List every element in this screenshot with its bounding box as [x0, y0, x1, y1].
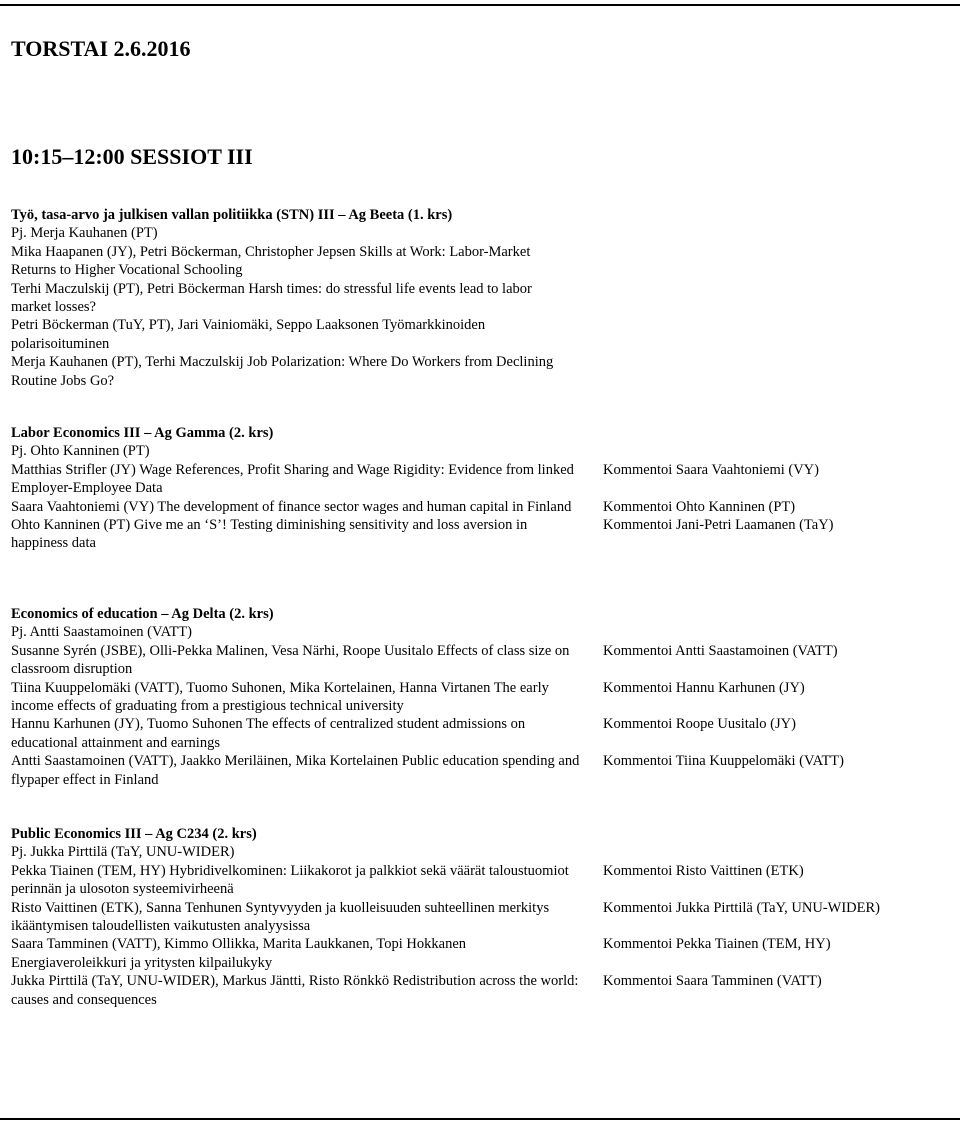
- section-labor-economics: [11, 424, 949, 553]
- section-work-equality: [11, 206, 949, 390]
- section-title: Labor Economics III – Ag Gamma (2. krs): [11, 425, 274, 441]
- comment-item: Kommentoi Antti Saastamoinen (VATT): [603, 642, 838, 659]
- paper-item: Matthias Strifler (JY) Wage References, Profit Sharing and Wage Rigidity: Evidence from linked Employer-Employee Data: [11, 461, 574, 497]
- section-chair: Pj. Ohto Kanninen (PT): [11, 443, 150, 460]
- comment-item: Kommentoi Saara Tamminen (VATT): [603, 973, 822, 990]
- comment-item: Kommentoi Jukka Pirttilä (TaY, UNU-WIDER): [603, 899, 880, 916]
- comment-item: Kommentoi Jani-Petri Laamanen (TaY): [603, 517, 834, 534]
- paper-item: Saara Vaahtoniemi (VY) The development of finance sector wages and human capital in Finland: [11, 498, 572, 515]
- paper-item: Ohto Kanninen (PT) Give me an ‘S’! Testing diminishing sensitivity and loss aversion in happiness data: [11, 517, 528, 552]
- top-rule: [0, 4, 960, 6]
- section-chair: Pj. Merja Kauhanen (PT): [11, 225, 158, 242]
- section-economics-of-education: [11, 605, 949, 789]
- paper-item: Antti Saastamoinen (VATT), Jaakko Meriläinen, Mika Kortelainen Public education spending and flypaper effect in Finland: [11, 753, 580, 788]
- paper-row: [11, 715, 949, 752]
- comment-item: Kommentoi Risto Vaittinen (ETK): [603, 862, 804, 879]
- comment-item: Kommentoi Ohto Kanninen (PT): [603, 498, 796, 515]
- paper-row: [11, 862, 949, 899]
- paper-row: [11, 752, 949, 789]
- paper-item: Mika Haapanen (JY), Petri Böckerman, Christopher Jepsen Skills at Work: Labor-Market Returns to Higher Vocational Schooling: [11, 243, 531, 279]
- session-title: 10:15–12:00 SESSIOT III: [11, 144, 253, 169]
- paper-item: Hannu Karhunen (JY), Tuomo Suhonen The effects of centralized student admissions on educational attainment and earnings: [11, 716, 526, 751]
- paper-item: Saara Tamminen (VATT), Kimmo Ollikka, Marita Laukkanen, Topi Hokkanen Energiaveroleikkuri ja yritysten kilpailukyky: [11, 936, 467, 971]
- section-title: Economics of education – Ag Delta (2. krs): [11, 606, 274, 622]
- page-date-title: TORSTAI 2.6.2016: [11, 36, 191, 61]
- paper-item: Risto Vaittinen (ETK), Sanna Tenhunen Syntyvyyden ja kuolleisuuden suhteellinen merkitys ikääntymisen taloudellisten vaikutusten analyysissa: [11, 899, 550, 935]
- paper-item: Jukka Pirttilä (TaY, UNU-WIDER), Markus Jäntti, Risto Rönkkö Redistribution across the world: causes and consequences: [11, 973, 579, 1008]
- paper-row: [11, 679, 949, 716]
- paper-item: Susanne Syrén (JSBE), Olli-Pekka Malinen, Vesa Närhi, Roope Uusitalo Effects of class size on classroom disruption: [11, 642, 570, 678]
- comment-item: Kommentoi Saara Vaahtoniemi (VY): [603, 461, 819, 478]
- paper-row: [11, 516, 949, 553]
- paper-row: [11, 972, 949, 1009]
- section-chair: Pj. Antti Saastamoinen (VATT): [11, 624, 192, 641]
- comment-item: Kommentoi Hannu Karhunen (JY): [603, 679, 805, 696]
- paper-row: [11, 642, 949, 679]
- bottom-rule: [0, 1118, 960, 1120]
- paper-row: [11, 935, 949, 972]
- section-title: Työ, tasa-arvo ja julkisen vallan politiikka (STN) III – Ag Beeta (1. krs): [11, 207, 453, 223]
- comment-item: Kommentoi Tiina Kuuppelomäki (VATT): [603, 753, 844, 770]
- paper-item: Terhi Maczulskij (PT), Petri Böckerman Harsh times: do stressful life events lead to labor market losses?: [11, 280, 532, 316]
- paper-row: [11, 498, 949, 516]
- paper-item: Tiina Kuuppelomäki (VATT), Tuomo Suhonen, Mika Kortelainen, Hanna Virtanen The early income effects of graduating from a prestigious technical university: [11, 679, 549, 715]
- paper-item: Merja Kauhanen (PT), Terhi Maczulskij Job Polarization: Where Do Workers from Declining Routine Jobs Go?: [11, 354, 554, 389]
- section-public-economics: [11, 825, 949, 1009]
- paper-item: Pekka Tiainen (TEM, HY) Hybridivelkominen: Liikakorot ja palkkiot sekä väärät taloustuomiot perinnän ja ulosoton systeemivirheenä: [11, 862, 569, 898]
- section-chair: Pj. Jukka Pirttilä (TaY, UNU-WIDER): [11, 844, 235, 861]
- section-title: Public Economics III – Ag C234 (2. krs): [11, 826, 257, 842]
- comment-item: Kommentoi Pekka Tiainen (TEM, HY): [603, 936, 831, 953]
- comment-item: Kommentoi Roope Uusitalo (JY): [603, 716, 796, 733]
- paper-item: Petri Böckerman (TuY, PT), Jari Vainiomäki, Seppo Laaksonen Työmarkkinoiden polarisoituminen: [11, 317, 486, 352]
- paper-row: [11, 899, 949, 936]
- paper-row: [11, 461, 949, 498]
